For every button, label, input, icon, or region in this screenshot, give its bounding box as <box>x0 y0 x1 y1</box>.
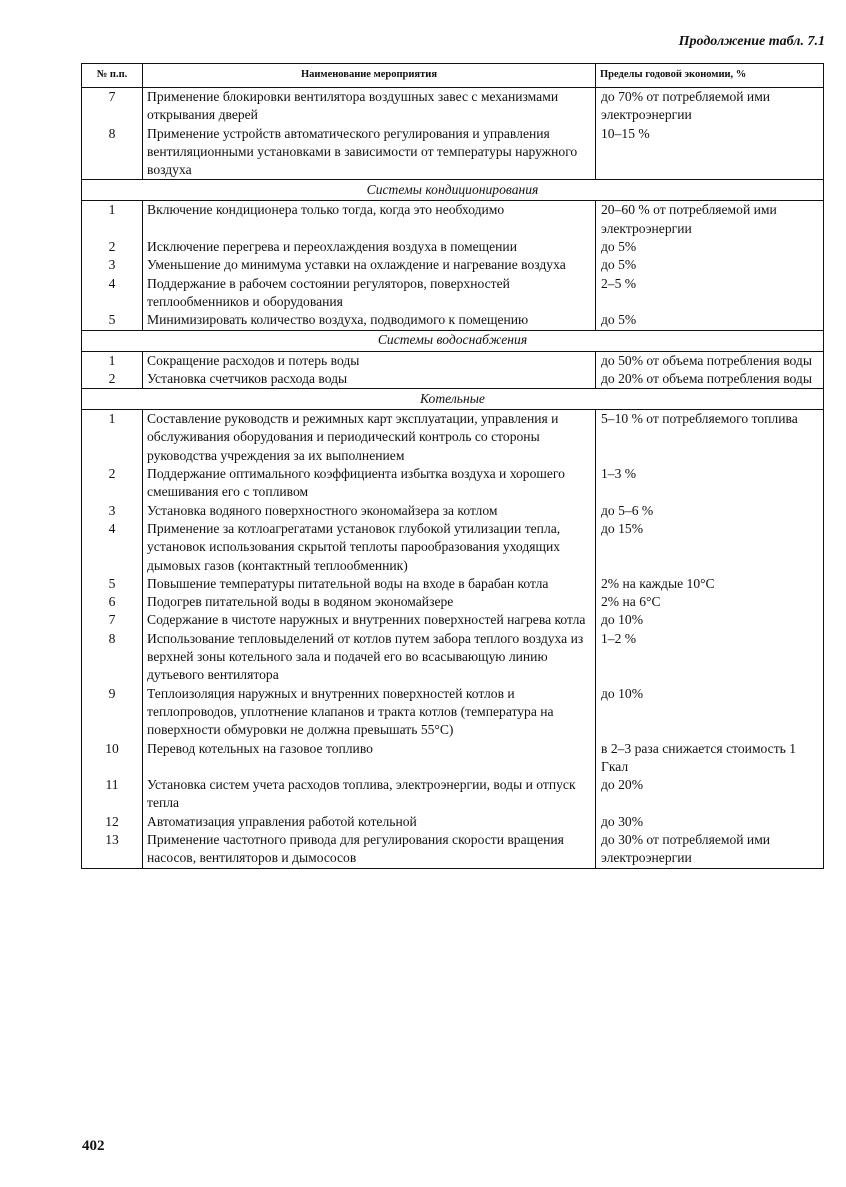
row-saving: до 20% от объема потребления воды <box>596 370 824 389</box>
row-measure: Включение кондиционера только тогда, когда это необходимо <box>143 201 596 238</box>
row-number: 6 <box>82 593 143 611</box>
section-header-row <box>82 389 824 410</box>
table-row <box>82 685 824 740</box>
row-measure: Повышение температуры питательной воды на входе в барабан котла <box>143 575 596 593</box>
table-caption: Продолжение табл. 7.1 <box>678 34 825 49</box>
row-measure: Использование тепловыделений от котлов путем забора теплого воздуха из верхней зоны котельного зала и подачей его во всасывающую линию дутьевого вентилятора <box>143 630 596 685</box>
table-row <box>82 88 824 125</box>
table-row <box>82 630 824 685</box>
row-saving: 2% на каждые 10°С <box>596 575 824 593</box>
row-number: 8 <box>82 125 143 180</box>
table-row <box>82 502 824 520</box>
row-measure: Уменьшение до минимума уставки на охлаждение и нагревание воздуха <box>143 256 596 274</box>
section-title: Котельные <box>82 389 824 410</box>
header-annual-saving: Пределы годовой экономии, % <box>596 64 824 88</box>
section-title: Системы кондиционирования <box>82 180 824 201</box>
row-saving: до 10% <box>596 685 824 740</box>
row-number: 4 <box>82 520 143 575</box>
page-number: 402 <box>82 1138 105 1154</box>
row-measure: Подогрев питательной воды в водяном экономайзере <box>143 593 596 611</box>
row-number: 5 <box>82 575 143 593</box>
header-number: № п.п. <box>82 64 143 88</box>
table-body <box>82 88 824 869</box>
table-row <box>82 520 824 575</box>
row-measure: Поддержание оптимального коэффициента избытка воздуха и хорошего смешивания его с топливом <box>143 465 596 502</box>
row-number: 7 <box>82 611 143 629</box>
row-number: 10 <box>82 740 143 777</box>
row-number: 13 <box>82 831 143 868</box>
table-row <box>82 275 824 312</box>
row-number: 8 <box>82 630 143 685</box>
table-row <box>82 813 824 831</box>
row-saving: до 5–6 % <box>596 502 824 520</box>
row-measure: Установка счетчиков расхода воды <box>143 370 596 389</box>
row-measure: Установка систем учета расходов топлива, электроэнергии, воды и отпуск тепла <box>143 776 596 813</box>
row-saving: в 2–3 раза снижается стоимость 1 Гкал <box>596 740 824 777</box>
row-measure: Сокращение расходов и потерь воды <box>143 351 596 370</box>
row-saving: до 30% от потребляемой ими электроэнергии <box>596 831 824 868</box>
row-saving: до 50% от объема потребления воды <box>596 351 824 370</box>
row-measure: Минимизировать количество воздуха, подводимого к помещению <box>143 311 596 330</box>
table-row <box>82 311 824 330</box>
header-measure-name: Наименование мероприятия <box>143 64 596 88</box>
table-row <box>82 776 824 813</box>
row-number: 1 <box>82 351 143 370</box>
row-saving: 1–3 % <box>596 465 824 502</box>
table-row <box>82 575 824 593</box>
row-saving: 2% на 6°С <box>596 593 824 611</box>
section-title: Системы водоснабжения <box>82 330 824 351</box>
row-measure: Применение устройств автоматического регулирования и управления вентиляционными установками в зависимости от температуры наружного воздуха <box>143 125 596 180</box>
row-measure: Исключение перегрева и переохлаждения воздуха в помещении <box>143 238 596 256</box>
row-number: 1 <box>82 201 143 238</box>
row-number: 5 <box>82 311 143 330</box>
table-header-row <box>82 64 824 88</box>
row-saving: 5–10 % от потребляемого топлива <box>596 410 824 465</box>
row-number: 2 <box>82 465 143 502</box>
section-header-row <box>82 180 824 201</box>
row-number: 7 <box>82 88 143 125</box>
row-measure: Установка водяного поверхностного экономайзера за котлом <box>143 502 596 520</box>
table-row <box>82 593 824 611</box>
row-saving: до 5% <box>596 256 824 274</box>
row-measure: Применение за котлоагрегатами установок глубокой утилизации тепла, установок использования скрытой теплоты парообразования уходящих дымовых газов (контактный теплообменник) <box>143 520 596 575</box>
row-measure: Составление руководств и режимных карт эксплуатации, управления и обслуживания оборудования и периодический контроль со стороны руководства учреждения за их выполнением <box>143 410 596 465</box>
table-row <box>82 370 824 389</box>
row-measure: Перевод котельных на газовое топливо <box>143 740 596 777</box>
table-row <box>82 256 824 274</box>
row-measure: Содержание в чистоте наружных и внутренних поверхностей нагрева котла <box>143 611 596 629</box>
row-saving: 10–15 % <box>596 125 824 180</box>
row-number: 12 <box>82 813 143 831</box>
row-number: 11 <box>82 776 143 813</box>
row-measure: Применение блокировки вентилятора воздушных завес с механизмами открывания дверей <box>143 88 596 125</box>
row-measure: Теплоизоляция наружных и внутренних поверхностей котлов и теплопроводов, уплотнение клапанов и тракта котлов (температура на поверхности обмуровки не должна превышать 55°С) <box>143 685 596 740</box>
row-number: 4 <box>82 275 143 312</box>
table-row <box>82 201 824 238</box>
row-saving: до 5% <box>596 238 824 256</box>
row-number: 3 <box>82 256 143 274</box>
table-row <box>82 351 824 370</box>
table-row <box>82 465 824 502</box>
row-saving: до 10% <box>596 611 824 629</box>
row-saving: до 20% <box>596 776 824 813</box>
table-row <box>82 740 824 777</box>
section-header-row <box>82 330 824 351</box>
row-saving: до 15% <box>596 520 824 575</box>
row-measure: Применение частотного привода для регулирования скорости вращения насосов, вентиляторов и дымососов <box>143 831 596 868</box>
row-number: 2 <box>82 238 143 256</box>
row-measure: Автоматизация управления работой котельной <box>143 813 596 831</box>
row-saving: 2–5 % <box>596 275 824 312</box>
row-number: 2 <box>82 370 143 389</box>
table-row <box>82 238 824 256</box>
row-measure: Поддержание в рабочем состоянии регуляторов, поверхностей теплообменников и оборудования <box>143 275 596 312</box>
row-number: 9 <box>82 685 143 740</box>
row-saving: 20–60 % от потребляемой ими электроэнергии <box>596 201 824 238</box>
row-saving: до 5% <box>596 311 824 330</box>
table-row <box>82 831 824 868</box>
row-number: 1 <box>82 410 143 465</box>
measures-table <box>81 63 824 869</box>
row-saving: до 30% <box>596 813 824 831</box>
table-row <box>82 611 824 629</box>
row-saving: 1–2 % <box>596 630 824 685</box>
table-row <box>82 410 824 465</box>
row-saving: до 70% от потребляемой ими электроэнергии <box>596 88 824 125</box>
table-row <box>82 125 824 180</box>
row-number: 3 <box>82 502 143 520</box>
